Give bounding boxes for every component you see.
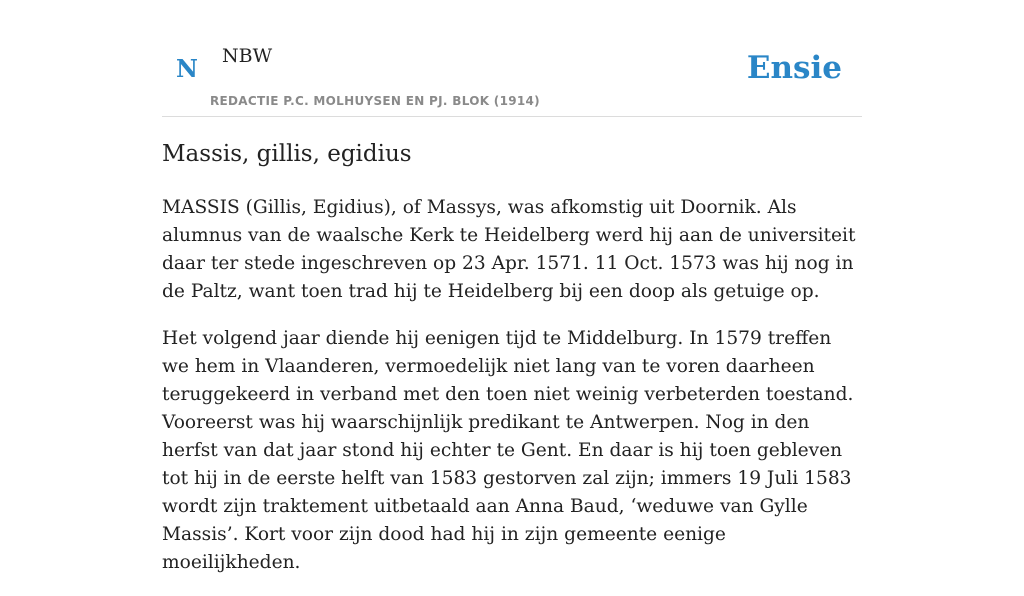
header [162, 0, 862, 117]
article-title: Massis, gillis, egidius [162, 141, 412, 167]
article-paragraph: Het volgend jaar diende hij eenigen tijd te Middelburg. In 1579 treffen we hem in Vlaanderen, vermoedelijk niet lang van te voren daarheen teruggekeerd in verband met den toen niet weinig verbeterden toestand. Vooreerst was hij waarschijnlijk predikant te Antwerpen. Nog in den herfst van dat jaar stond hij echter te Gent. En daar is hij toen gebleven tot hij in de eerste helft van 1583 gestorven zal zijn; immers 19 Juli 1583 wordt zijn traktement uitbetaald aan Anna Baud, ‘weduwe van Gylle Massis’. Kort voor zijn dood had hij in zijn gemeente eenige moeilijkheden. [162, 328, 854, 573]
brand-logo[interactable]: Ensie [746, 50, 842, 86]
source-title[interactable]: NBW [222, 45, 273, 67]
article-paragraph: MASSIS (Gillis, Egidius), of Massys, was afkomstig uit Doornik. Als alumnus van de waalsche Kerk te Heidelberg werd hij aan de universiteit daar ter stede ingeschreven op 23 Apr. 1571. 11 Oct. 1573 was hij nog in de Paltz, want toen trad hij te Heidelberg bij een doop als getuige op. [162, 197, 856, 302]
source-subtitle: REDACTIE P.C. MOLHUYSEN EN PJ. BLOK (1914) [210, 94, 540, 108]
article [162, 138, 864, 596]
source-logo[interactable]: N [176, 54, 198, 83]
